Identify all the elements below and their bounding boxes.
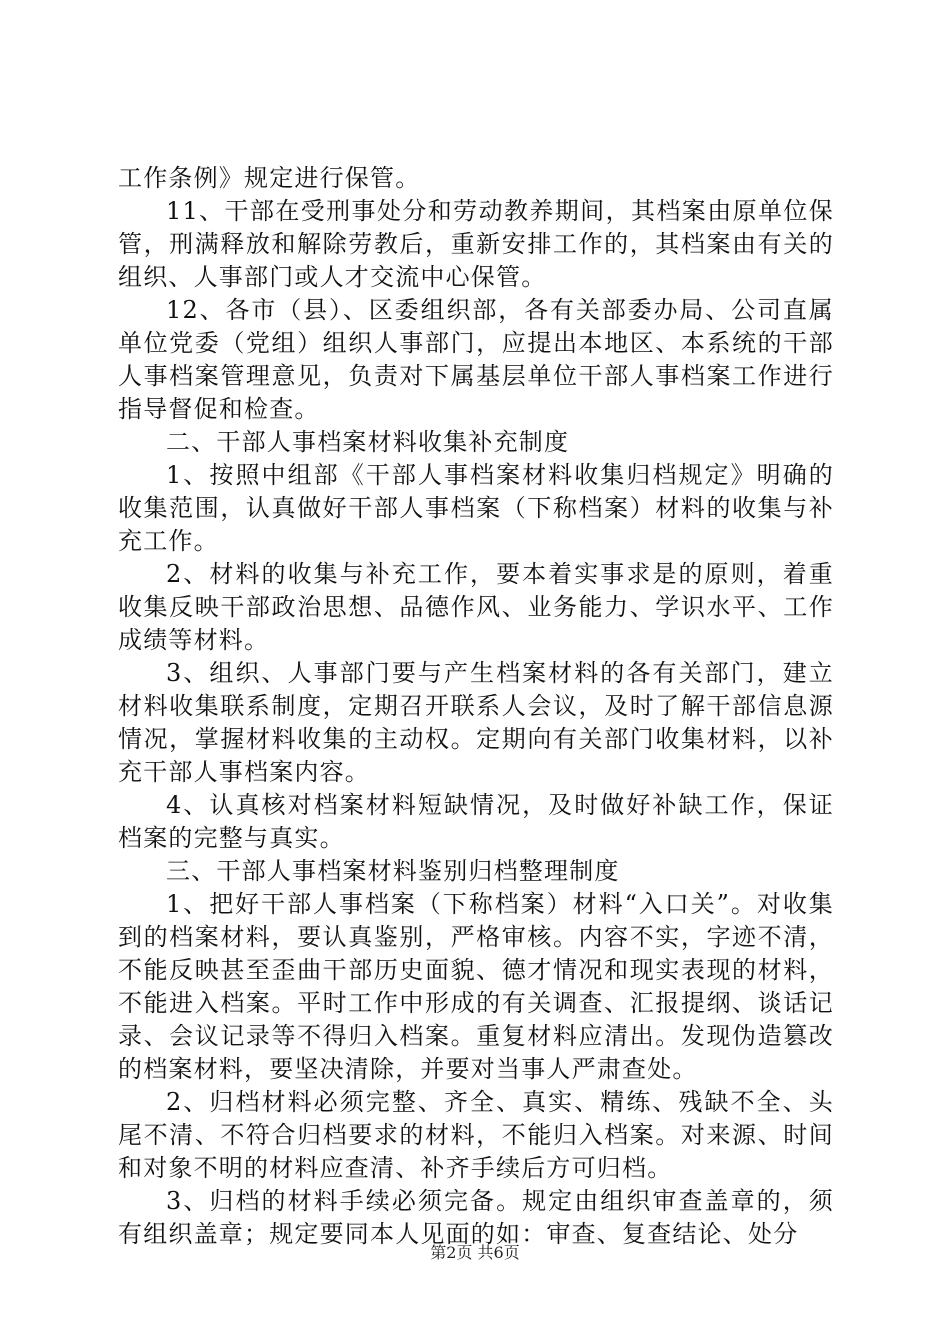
paragraph-section2-item-1: 1、按照中组部《干部人事档案材料收集归档规定》明确的收集范围，认真做好干部人事档案（下称档案）材料的收集与补充工作。 [118, 461, 834, 555]
paragraph-item-12: 12、各市（县）、区委组织部，各有关部委办局、公司直属单位党委（党组）组织人事部门，应提出本地区、本系统的干部人事档案管理意见，负责对下属基层单位干部人事档案工作进行指导督促和检查。 [118, 296, 834, 423]
section-heading-3: 三、干部人事档案材料鉴别归档整理制度 [166, 857, 620, 885]
paragraph-section3-item-2: 2、归档材料必须完整、齐全、真实、精练、残缺不全、头尾不清、不符合归档要求的材料，不能归入档案。对来源、时间和对象不明的材料应查清、补齐手续后方可归档。 [118, 1088, 834, 1182]
paragraph-continuation: 工作条例》规定进行保管。 [118, 164, 421, 192]
document-body [118, 162, 834, 1251]
paragraph-section2-item-4: 4、认真核对档案材料短缺情况，及时做好补缺工作，保证档案的完整与真实。 [118, 791, 834, 852]
paragraph-section2-item-2: 2、材料的收集与补充工作，要本着实事求是的原则，着重收集反映干部政治思想、品德作风、业务能力、学识水平、工作成绩等材料。 [118, 560, 834, 654]
page-number-footer: 第2页 共6页 [430, 1243, 520, 1262]
paragraph-section3-item-1: 1、把好干部人事档案（下称档案）材料“入口关”。对收集到的档案材料，要认真鉴别，严格审核。内容不实，字迹不清，不能反映甚至歪曲干部历史面貌、德才情况和现实表现的材料，不能进入档案。平时工作中形成的有关调查、汇报提纲、谈话记录、会议记录等不得归入档案。重复材料应清出。发现伪造篡改的档案材料，要坚决清除，并要对当事人严肃查处。 [118, 890, 834, 1083]
section-heading-2: 二、干部人事档案材料收集补充制度 [166, 428, 570, 456]
paragraph-item-11: 11、干部在受刑事处分和劳动教养期间，其档案由原单位保管，刑满释放和解除劳教后，重新安排工作的，其档案由有关的组织、人事部门或人才交流中心保管。 [118, 197, 834, 291]
paragraph-section2-item-3: 3、组织、人事部门要与产生档案材料的各有关部门，建立材料收集联系制度，定期召开联系人会议，及时了解干部信息源情况，掌握材料收集的主动权。定期向有关部门收集材料，以补充干部人事档案内容。 [118, 659, 834, 786]
paragraph-section3-item-3: 3、归档的材料手续必须完备。规定由组织审查盖章的，须有组织盖章；规定要同本人见面的如：审查、复查结论、处分 [118, 1187, 834, 1248]
